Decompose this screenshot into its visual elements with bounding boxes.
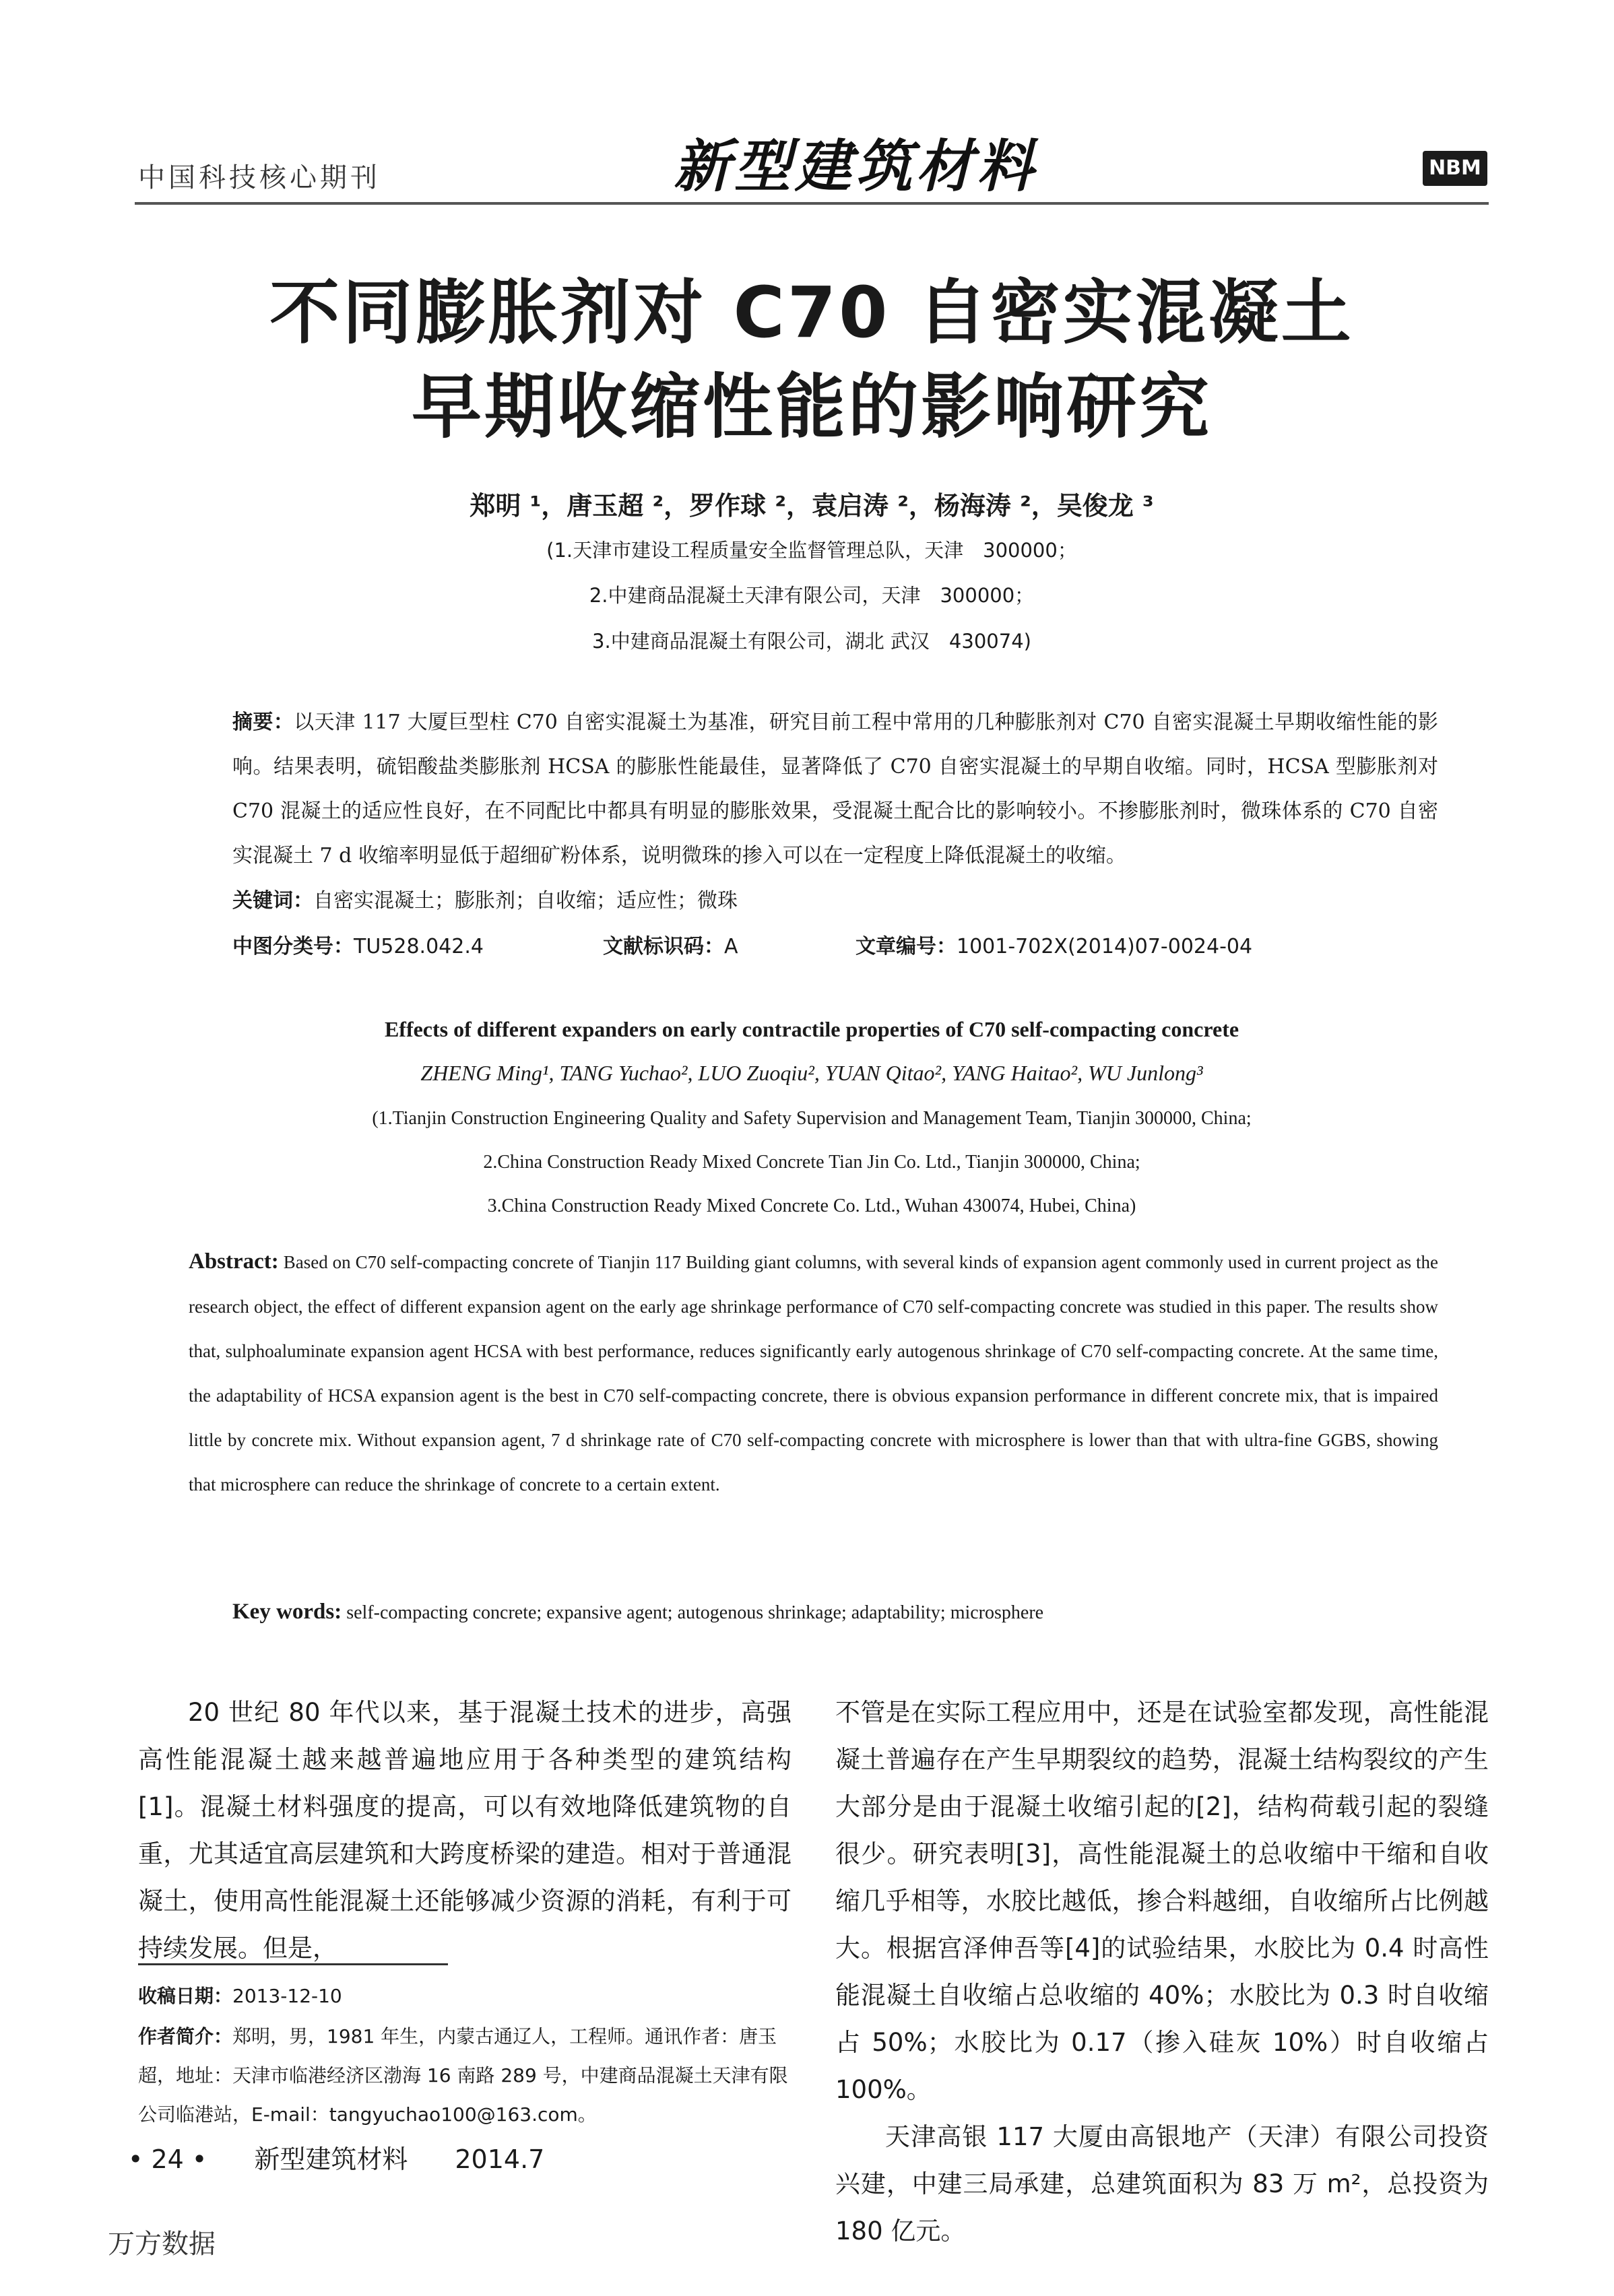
abstract-en [189,1239,1438,1507]
abstract-en-text: Based on C70 self-compacting concrete of Tianjin 117 Building giant columns, with several kinds of expansion agent commonly used in current project as the research object, the effect of different expansion agent on the early age shrinkage performance of C70 self-compacting concrete was studied in this paper. The results show that, sulphoaluminate expansion agent HCSA with best performance, reduces significantly early autogenous shrinkage of C70 self-compacting concrete. At the same time, the adaptability of HCSA expansion agent is the best in C70 self-compacting concrete, there is obvious expansion performance in different concrete mix, that is impaired little by concrete mix. Without expansion agent, 7 d shrinkage rate of C70 self-compacting concrete with microsphere is lower than that with ultra-fine GGBS, showing that microsphere can reduce the shrinkage of concrete to a certain extent. [189,1252,1439,1495]
affiliation-cn-2: 2.中建商品混凝土天津有限公司，天津 300000； [589,584,1035,607]
header-rule [135,202,1489,205]
doc-label: 文献标识码： [603,935,724,958]
doc-code [603,929,738,959]
received-label: 收稿日期： [138,1985,233,2007]
art-label: 文章编号： [856,935,957,958]
paper-title-line1: 不同膨胀剂对 C70 自密实混凝土 [269,271,1354,354]
author-bio-label: 作者简介： [138,2025,233,2047]
abstract-cn-label: 摘要： [232,711,294,734]
footer-journal: 新型建筑材料 [254,2144,408,2174]
keywords-cn-label: 关键词： [232,889,313,913]
art-value: 1001-702X(2014)07-0024-04 [957,935,1253,958]
affiliation-en-1: (1.Tianjin Construction Engineering Quality and Safety Supervision and Management Team, Tianjin 300000, China; [372,1108,1252,1129]
page-number: • 24 • [128,2144,207,2174]
paper-title-line2: 早期收缩性能的影响研究 [411,366,1212,448]
abstract-cn [232,700,1438,878]
journal-logo: 新型建筑材料 [674,133,1038,199]
footer-issue: 2014.7 [455,2144,545,2174]
affiliation-cn-1: (1.天津市建设工程质量安全监督管理总队，天津 300000； [546,539,1077,562]
footnote-rule [138,1963,448,1965]
journal-core-label: 中国科技核心期刊 [138,162,381,193]
article-number [856,929,1252,959]
affiliation-cn-3: 3.中建商品混凝土有限公司，湖北 武汉 430074) [592,630,1031,653]
clc-number [232,929,484,959]
body-paragraph: 不管是在实际工程应用中，还是在试验室都发现，高性能混凝土普遍存在产生早期裂纹的趋势，混凝土结构裂纹的产生大部分是由于混凝土收缩引起的[2]，结构荷载引起的裂缝很少。研究表明[3]，高性能混凝土的总收缩中干缩和自收缩几乎相等，水胶比越低，掺合料越细，自收缩所占比例越大。根据宫泽伸吾等[4]的试验结果，水胶比为 0.4 时高性能混凝土自收缩占总收缩的 40%；水胶比为 0.3 时自收缩占 50%；水胶比为 0.17（掺入硅灰 10%）时自收缩占 100%。 [835,1698,1489,2104]
keywords-en [232,1600,1438,1625]
body-paragraph: 天津高银 117 大厦由高银地产（天津）有限公司投资兴建，中建三局承建，总建筑面积为 83 万 m²，总投资为 180 亿元。 [835,2122,1489,2245]
authors-en: ZHENG Ming¹, TANG Yuchao², LUO Zuoqiu², YUAN Qitao², YANG Haitao², WU Junlong³ [420,1061,1203,1085]
received-value: 2013-12-10 [232,1985,342,2007]
author-bio-text: 郑明，男，1981 年生，内蒙古通辽人，工程师。通讯作者：唐玉超，地址：天津市临港经济区渤海 16 南路 289 号，中建商品混凝土天津有限公司临港站，E-mail：tangyuchao100@163.com。 [138,2025,788,2126]
keywords-cn [232,884,1438,913]
doc-value: A [724,935,738,958]
keywords-en-label: Key words: [232,1600,342,1624]
body-column-left [138,1689,792,1972]
abstract-en-label: Abstract: [189,1249,279,1274]
paper-title-en: Effects of different expanders on early contractile properties of C70 self-compacting concrete [384,1017,1239,1041]
affiliation-en-2: 2.China Construction Ready Mixed Concrete Tian Jin Co. Ltd., Tianjin 300000, China; [483,1152,1140,1173]
abstract-cn-text: 以天津 117 大厦巨型柱 C70 自密实混凝土为基准，研究目前工程中常用的几种膨胀剂对 C70 自密实混凝土早期收缩性能的影响。结果表明，硫铝酸盐类膨胀剂 HCSA 的膨胀性能最佳，显著降低了 C70 自密实混凝土的早期自收缩。同时，HCSA 型膨胀剂对 C70 混凝土的适应性良好，在不同配比中都具有明显的膨胀效果，受混凝土配合比的影响较小。不掺膨胀剂时，微珠体系的 C70 自密实混凝土 7 d 收缩率明显低于超细矿粉体系，说明微珠的掺入可以在一定程度上降低混凝土的收缩。 [232,711,1439,867]
authors-cn: 郑明 ¹，唐玉超 ²，罗作球 ²，袁启涛 ²，杨海涛 ²，吴俊龙 ³ [470,491,1154,521]
keywords-cn-text: 自密实混凝土；膨胀剂；自收缩；适应性；微珠 [313,889,738,913]
body-column-right [835,1689,1489,2255]
clc-value: TU528.042.4 [354,935,484,958]
body-paragraph: 20 世纪 80 年代以来，基于混凝土技术的进步，高强高性能混凝土越来越普遍地应用于各种类型的建筑结构[1]。混凝土材料强度的提高，可以有效地降低建筑物的自重，尤其适宜高层建筑和大跨度桥梁的建造。相对于普通混凝土，使用高性能混凝土还能够减少资源的消耗，有利于可持续发展。但是， [138,1698,792,1963]
watermark: 万方数据 [108,2229,216,2260]
keywords-en-text: self-compacting concrete; expansive agent; autogenous shrinkage; adaptability; microsphere [346,1602,1044,1623]
page-footer [128,2138,591,2175]
journal-badge: NBM [1423,151,1487,186]
affiliation-en-3: 3.China Construction Ready Mixed Concrete Co. Ltd., Wuhan 430074, Hubei, China) [487,1195,1136,1216]
received-date [138,1977,792,2016]
clc-label: 中图分类号： [232,935,354,958]
author-bio [138,2017,792,2134]
